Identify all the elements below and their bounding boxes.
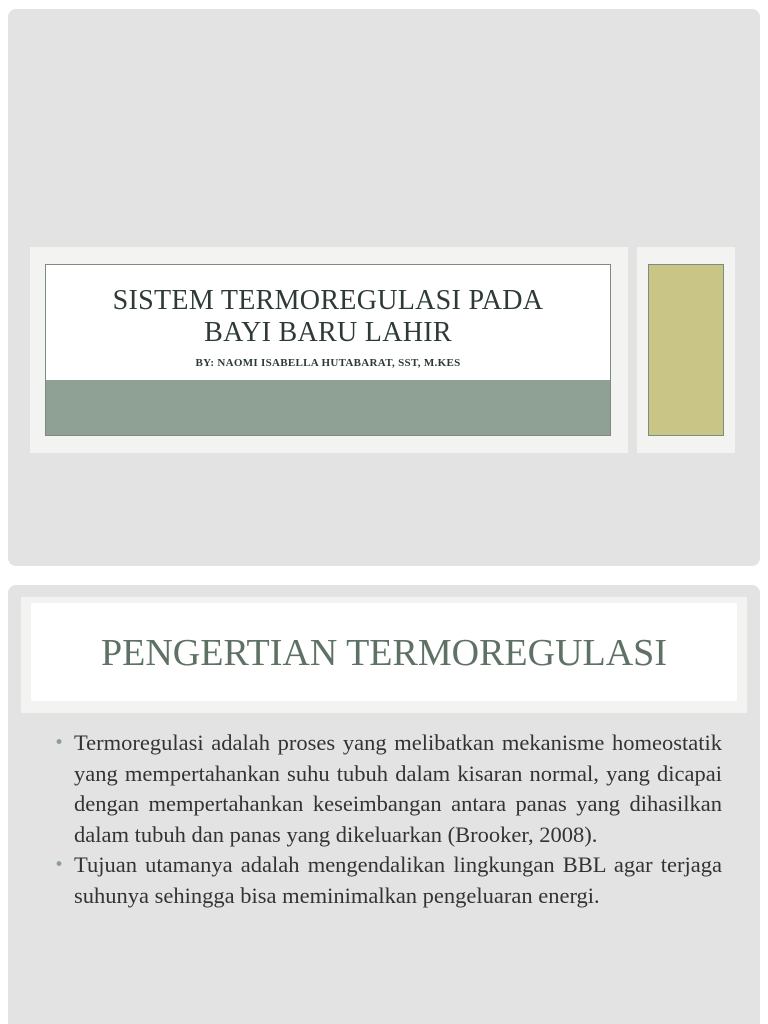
bullet-text: Termoregulasi adalah proses yang melibatkan mekanisme homeostatik yang mempertahankan suhu tubuh dalam kisaran normal, yang dicapai dengan mempertahankan keseimbangan antara panas yang dihasilkan dalam tubuh dan panas yang dikeluarkan (Brooker, 2008). bbox=[74, 730, 722, 847]
bullet-icon: • bbox=[54, 733, 65, 753]
slide-title-line-1: SISTEM TERMOREGULASI PADA bbox=[112, 285, 544, 316]
title-band bbox=[46, 380, 610, 435]
slide-title-line-2: BAYI BARU LAHIR bbox=[204, 317, 452, 348]
slide-heading: PENGERTIAN TERMOREGULASI bbox=[101, 632, 667, 674]
accent-box bbox=[648, 264, 724, 436]
heading-frame bbox=[21, 597, 747, 713]
bullet-icon: • bbox=[54, 855, 65, 875]
bullet-item bbox=[54, 850, 722, 911]
title-frame bbox=[30, 247, 628, 453]
bullet-item bbox=[54, 728, 722, 850]
title-box bbox=[45, 264, 611, 436]
slide-subtitle: BY: NAOMI ISABELLA HUTABARAT, SST, M.KES bbox=[195, 357, 461, 369]
title-slide bbox=[8, 9, 760, 566]
bullet-list bbox=[54, 728, 722, 911]
content-slide bbox=[8, 585, 760, 1024]
bullet-text: Tujuan utamanya adalah mengendalikan lingkungan BBL agar terjaga suhunya sehingga bisa meminimalkan pengeluaran energi. bbox=[74, 852, 722, 908]
slide-title bbox=[46, 285, 610, 349]
accent-frame bbox=[637, 247, 735, 453]
heading-box bbox=[31, 603, 737, 701]
